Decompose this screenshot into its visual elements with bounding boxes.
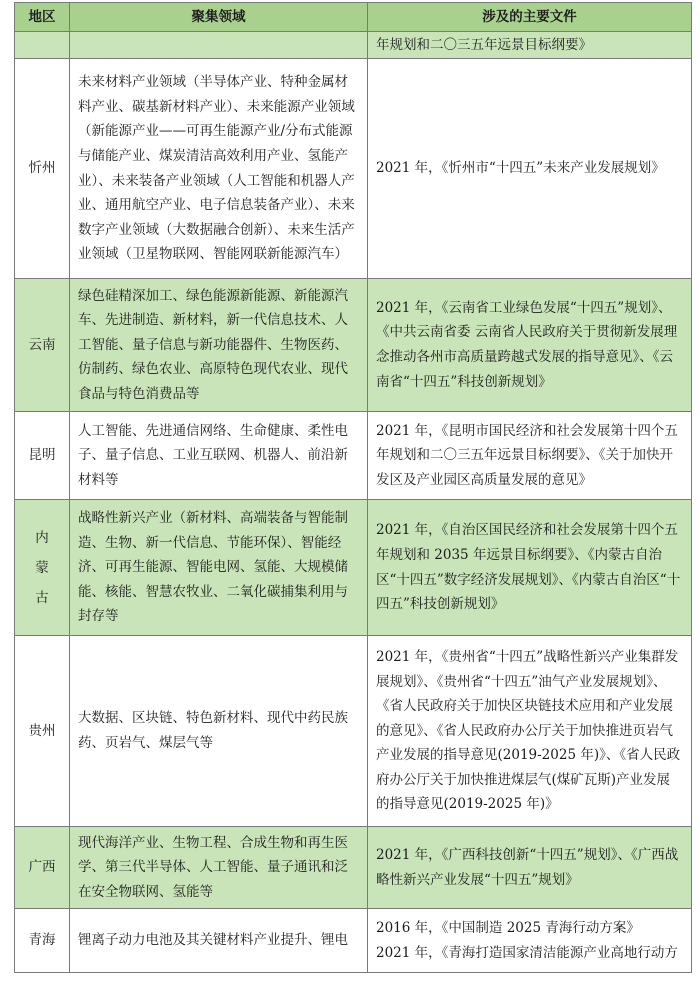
docs-cell: 2021 年，《贵州省“十四五”战略性新兴产业集群发展规划》、《贵州省“十四五”油气产业发展规划》、《省人民政府关于加快区块链技术应用和产业发展的意见》、《省人民政府办公厅关于加快推进页岩气产业发展的指导意见(2019-2025 年)》、《省人民政府办公厅关于加快推进煤层气(煤矿瓦斯)产业发展的指导意见(2019-2025 年)》 [368, 636, 692, 827]
region-vertical-label [17, 523, 67, 613]
region-cell [15, 500, 70, 636]
header-docs: 涉及的主要文件 [368, 3, 692, 32]
region-char: 内 [35, 529, 49, 546]
header-region: 地区 [15, 3, 70, 32]
fields-cell: 人工智能、先进通信网络、生命健康、柔性电子、量子信息、工业互联网、机器人、前沿新材料等 [70, 412, 368, 500]
region-cell [15, 32, 70, 59]
docs-line: 2016 年，《中国制造 2025 青海行动方案》 [376, 919, 640, 936]
docs-cell: 2021 年，《广西科技创新“十四五”规划》、《广西战略性新兴产业发展“十四五”规划》 [368, 827, 692, 909]
fields-cell: 大数据、区块链、特色新材料、现代中药民族药、页岩气、煤层气等 [70, 636, 368, 827]
fields-cell: 现代海洋产业、生物工程、合成生物和再生医学、第三代半导体、人工智能、量子通讯和泛在安全物联网、氢能等 [70, 827, 368, 909]
docs-cell: 2021 年，《忻州市“十四五”未来产业发展规划》 [368, 59, 692, 279]
fields-cell [70, 32, 368, 59]
region-cell: 昆明 [15, 412, 70, 500]
table-row-guangxi [15, 827, 692, 909]
docs-cell: 年规划和二〇三五年远景目标纲要》 [368, 32, 692, 59]
region-cell: 贵州 [15, 636, 70, 827]
table-row-neimenggu [15, 500, 692, 636]
fields-cell: 战略性新兴产业（新材料、高端装备与智能制造、生物、新一代信息、节能环保）、智能经济、可再生能源、智能电网、氢能、大规模储能、核能、智慧农牧业、二氧化碳捕集利用与封存等 [70, 500, 368, 636]
header-fields: 聚集领域 [70, 3, 368, 32]
region-cell: 云南 [15, 279, 70, 412]
table-row [15, 32, 692, 59]
region-cell: 青海 [15, 909, 70, 973]
docs-line: 2021 年，《青海打造国家清洁能源产业高地行动方 [376, 944, 678, 961]
region-cell: 忻州 [15, 59, 70, 279]
docs-cell: 2021 年，《云南省工业绿色发展“十四五”规划》、《中共云南省委 云南省人民政府关于贯彻新发展理念推动各州市高质量跨越式发展的指导意见》、《云南省“十四五”科技创新规划》 [368, 279, 692, 412]
region-char: 蒙 [35, 559, 49, 576]
docs-cell: 2021 年，《昆明市国民经济和社会发展第十四个五年规划和二〇三五年远景目标纲要》、《关于加快开发区及产业园区高质量发展的意见》 [368, 412, 692, 500]
policy-table [14, 2, 692, 973]
fields-cell: 锂离子动力电池及其关键材料产业提升、锂电 [70, 909, 368, 973]
docs-cell [368, 909, 692, 973]
docs-cell: 2021 年，《自治区国民经济和社会发展第十四个五年规划和 2035 年远景目标纲要》、《内蒙古自治区“十四五”数字经济发展规划》、《内蒙古自治区“十四五”科技创新规划》 [368, 500, 692, 636]
region-char: 古 [35, 589, 49, 606]
fields-cell: 未来材料产业领域（半导体产业、特种金属材料产业、碳基新材料产业）、未来能源产业领域（新能源产业——可再生能源产业/分布式能源与储能产业、煤炭清洁高效利用产业、氢能产业）、未来装备产业领域（人工智能和机器人产业、通用航空产业、电子信息装备产业）、未来数字产业领域（大数据融合创新）、未来生活产业领域（卫星物联网、智能网联新能源汽车） [70, 59, 368, 279]
table-row-kunming [15, 412, 692, 500]
table-row-yunnan [15, 279, 692, 412]
table-row-qinghai [15, 909, 692, 973]
header-row [15, 3, 692, 32]
fields-cell: 绿色硅精深加工、绿色能源新能源、新能源汽车、先进制造、新材料，新一代信息技术、人工智能、量子信息与新功能器件、生物医药、仿制药、绿色农业、高原特色现代农业、现代食品与特色消费品等 [70, 279, 368, 412]
region-cell: 广西 [15, 827, 70, 909]
table-row-guizhou [15, 636, 692, 827]
table-row-xinzhou [15, 59, 692, 279]
